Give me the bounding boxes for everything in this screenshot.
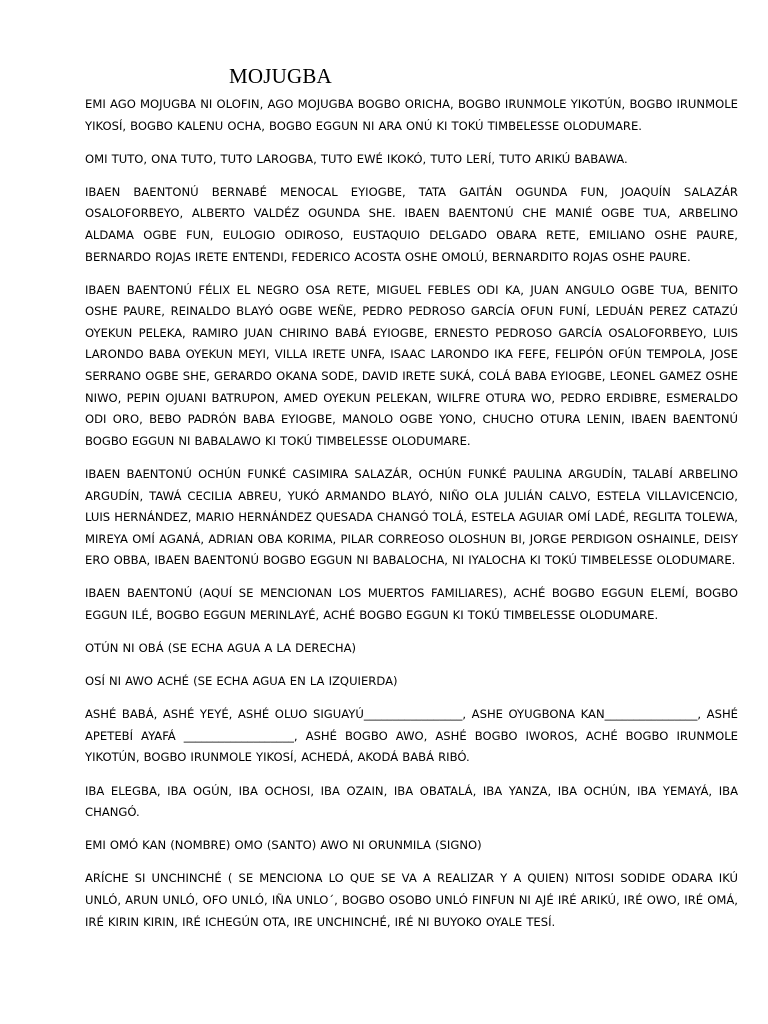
paragraph-omi-tuto: OMI TUTO, ONA TUTO, TUTO LAROGBA, TUTO EWÉ IKOKÓ, TUTO LERÍ, TUTO ARIKÚ BABAWA.: [85, 151, 628, 166]
paragraph-ashe-baba: ASHÉ BABÁ, ASHÉ YEYÉ, ASHÉ OLUO SIGUAYÚ_________________, ASHE OYUGBONA KAN________________, ASHÉ APETEBÍ AYAFÁ ___________________, ASHÉ BOGBO AWO, ASHÉ BOGBO IWOROS, ACHÉ BOGBO IRUNMOLE YIKOTÚN, BOGBO IRUNMOLE YIKOSÍ, ACHEDÁ, AKODÁ BABÁ RIBÓ.: [85, 707, 738, 765]
document-title: MOJUGBA: [229, 64, 332, 88]
paragraph-emi-omo-kan: EMI OMÓ KAN (NOMBRE) OMO (SANTO) AWO NI ORUNMILA (SIGNO): [85, 838, 482, 853]
paragraph-ibaen-olochas: IBAEN BAENTONÚ OCHÚN FUNKÉ CASIMIRA SALAZÁR, OCHÚN FUNKÉ PAULINA ARGUDÍN, TALABÍ ARBELINO ARGUDÍN, TAWÁ CECILIA ABREU, YUKÓ ARMANDO BLAYÓ, NIÑO OLA JULIÁN CALVO, ESTELA VILLAVICENCIO, LUIS HERNÁNDEZ, MARIO HERNÁNDEZ QUESADA CHANGÓ TOLÁ, ESTELA AGUIAR OMÍ LADÉ, REGLITA TOLEWA, MIREYA OMÍ AGANÁ, ADRIAN OBA KORIMA, PILAR CORREOSO OLOSHUN BI, JORGE PERDIGON OSHAINLE, DEISY ERO OBBA, IBAEN BAENTONÚ BOGBO EGGUN NI BABALOCHA, NI IYALOCHA KI TOKÚ TIMBELESSE OLODUMARE.: [85, 466, 738, 568]
paragraph-iba-orishas: IBA ELEGBA, IBA OGÚN, IBA OCHOSI, IBA OZAIN, IBA OBATALÁ, IBA YANZA, IBA OCHÚN, IBA YEMAYÁ, IBA CHANGÓ.: [85, 783, 738, 820]
paragraph-mojugba-olofin: EMI AGO MOJUGBA NI OLOFIN, AGO MOJUGBA BOGBO ORICHA, BOGBO IRUNMOLE YIKOTÚN, BOGBO IRUNMOLE YIKOSÍ, BOGBO KALENU OCHA, BOGBO EGGUN NI ARA ONÚ KI TOKÚ TIMBELESSE OLODUMARE.: [85, 97, 738, 133]
paragraph-osi-ni-awo: OSÍ NI AWO ACHÉ (SE ECHA AGUA EN LA IZQUIERDA): [85, 674, 398, 689]
paragraph-ariche: ARÍCHE SI UNCHINCHÉ ( SE MENCIONA LO QUE SE VA A REALIZAR Y A QUIEN) NITOSI SODIDE ODARA IKÚ UNLÓ, ARUN UNLÓ, OFO UNLÓ, IÑA UNLO´, BOGBO OSOBO UNLÓ FINFUN NI AJÉ IRÉ ARIKÚ, IRÉ OWO, IRÉ OMÁ, IRÉ KIRIN KIRIN, IRÉ ICHEGÚN OTA, IRE UNCHINCHÉ, IRÉ NI BUYOKO OYALE TESÍ.: [85, 871, 738, 929]
paragraph-ibaen-babalawos-1: IBAEN BAENTONÚ BERNABÉ MENOCAL EYIOGBE, TATA GAITÁN OGUNDA FUN, JOAQUÍN SALAZÁR OSALOFORBEYO, ALBERTO VALDÉZ OGUNDA SHE. IBAEN BAENTONÚ CHE MANIÉ OGBE TUA, ARBELINO ALDAMA OGBE FUN, EULOGIO ODIROSO, EUSTAQUIO DELGADO OBARA RETE, EMILIANO OSHE PAURE, BERNARDO ROJAS IRETE ENTENDI, FEDERICO ACOSTA OSHE OMOLÚ, BERNARDITO ROJAS OSHE PAURE.: [85, 184, 738, 264]
paragraph-ibaen-familiares: IBAEN BAENTONÚ (AQUÍ SE MENCIONAN LOS MUERTOS FAMILIARES), ACHÉ BOGBO EGGUN ELEMÍ, BOGBO EGGUN ILÉ, BOGBO EGGUN MERINLAYÉ, ACHÉ BOGBO EGGUN KI TOKÚ TIMBELESSE OLODUMARE.: [85, 586, 738, 622]
paragraph-otun-ni-oba: OTÚN NI OBÁ (SE ECHA AGUA A LA DERECHA): [85, 641, 357, 656]
document-body: [85, 94, 738, 945]
paragraph-ibaen-babalawos-2: IBAEN BAENTONÚ FÉLIX EL NEGRO OSA RETE, MIGUEL FEBLES ODI KA, JUAN ANGULO OGBE TUA, BENITO OSHE PAURE, REINALDO BLAYÓ OGBE WEÑE, PEDRO PEDROSO GARCÍA OFUN FUNÍ, LEDUÁN PEREZ CATAZÚ OYEKUN PELEKA, RAMIRO JUAN CHIRINO BABÁ EYIOGBE, ERNESTO PEDROSO GARCÍA OSALOFORBEYO, LUIS LARONDO BABA OYEKUN MEYI, VILLA IRETE UNFA, ISAAC LARONDO IKA FEFE, FELIPÓN OFÚN TEMPOLA, JOSE SERRANO OGBE SHE, GERARDO OKANA SODE, DAVID IRETE SUKÁ, COLÁ BABA EYIOGBE, LEONEL GAMEZ OSHE NIWO, PEPIN OJUANI BATRUPON, AMED OYEKUN PELEKAN, WILFRE OTURA WO, PEDRO ERDIBRE, ESMERALDO ODI ORO, BEBO PADRÓN BABA EYIOGBE, MANOLO OGBE YONO, CHUCHO OTURA LENIN, IBAEN BAENTONÚ BOGBO EGGUN NI BABALAWO KI TOKÚ TIMBELESSE OLODUMARE.: [85, 282, 738, 448]
